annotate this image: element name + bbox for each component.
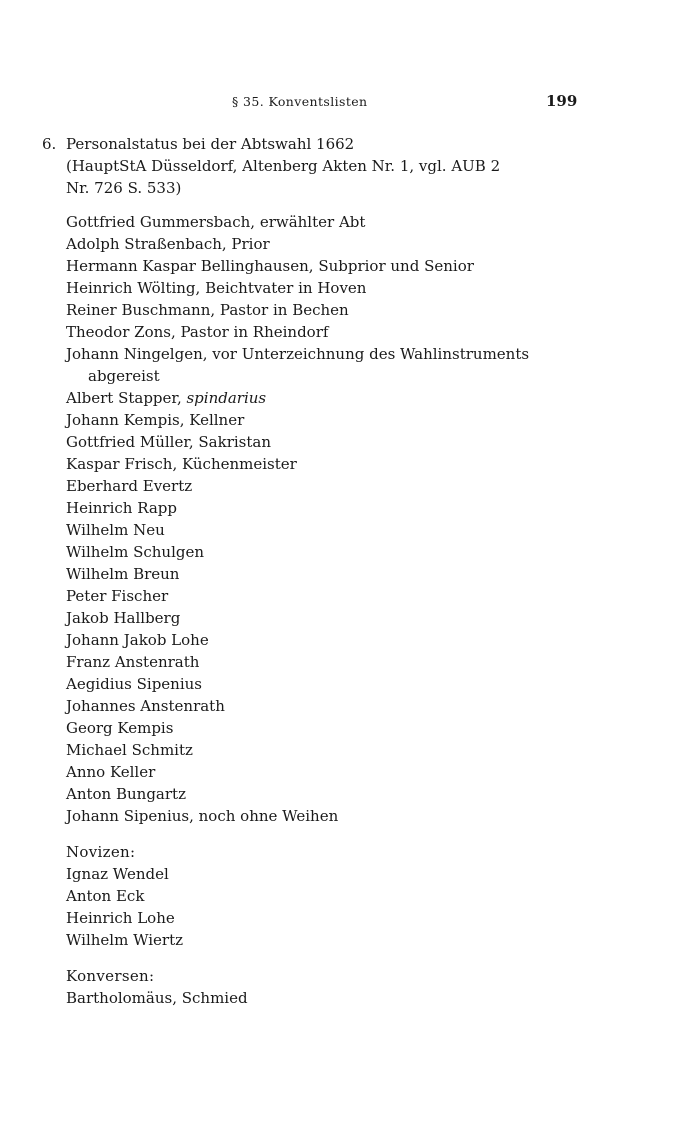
member-name: Reiner Buschmann — [66, 301, 211, 319]
member-entry — [66, 695, 602, 717]
member-note: , erwählter Abt — [250, 213, 366, 231]
member-entry — [66, 233, 602, 255]
section-6 — [42, 133, 602, 1009]
member-name: Johann Jakob Lohe — [66, 631, 209, 649]
member-entry — [66, 607, 602, 629]
novice-entry: Ignaz Wendel — [66, 865, 169, 883]
member-note: , Pastor in Rheindorf — [170, 323, 329, 341]
member-entry — [66, 541, 602, 563]
member-name: Wilhelm Neu — [66, 521, 165, 539]
member-entry — [66, 519, 602, 541]
member-name: Johann Ningelgen — [66, 345, 203, 363]
member-note: , Subprior und Senior — [308, 257, 474, 275]
novice-entry: Heinrich Lohe — [66, 909, 175, 927]
member-name: Heinrich Rapp — [66, 499, 177, 517]
member-name: Hermann Kaspar Bellinghausen — [66, 257, 309, 275]
member-entry — [66, 387, 602, 409]
section-heading — [42, 133, 602, 155]
source-note — [66, 155, 602, 199]
member-name: Georg Kempis — [66, 719, 174, 737]
section-title: Personalstatus bei der Abtswahl 1662 — [66, 135, 355, 153]
member-note: , Prior — [221, 235, 270, 253]
novice-entry: Wilhelm Wiertz — [66, 931, 184, 949]
member-note: , Küchenmeister — [172, 455, 297, 473]
member-name: Gottfried Gummersbach — [66, 213, 251, 231]
member-name: Wilhelm Schulgen — [66, 543, 205, 561]
section-number: 6. — [42, 135, 57, 153]
member-entry — [66, 673, 602, 695]
member-name: Albert Stapper — [66, 389, 177, 407]
member-name: Wilhelm Breun — [66, 565, 180, 583]
converses-label: Konversen: — [66, 967, 155, 985]
member-entry — [66, 805, 602, 827]
converse-entry: Bartholomäus, Schmied — [66, 989, 248, 1007]
member-entry — [66, 475, 602, 497]
member-entry — [66, 761, 602, 783]
converses-list — [66, 987, 602, 1009]
novices-block — [66, 841, 602, 951]
member-entry — [66, 783, 602, 805]
member-note: , vor Unterzeichnung des Wahlinstruments abgereist — [88, 345, 530, 385]
running-title: § 35. Konventslisten — [232, 94, 368, 109]
member-name: Theodor Zons — [66, 323, 171, 341]
member-note-italic: spindarius — [186, 389, 267, 407]
member-note: , noch ohne Weihen — [189, 807, 339, 825]
member-name: Johann Sipenius — [66, 807, 190, 825]
member-entry — [66, 739, 602, 761]
member-name: Gottfried Müller — [66, 433, 189, 451]
member-entry — [66, 321, 602, 343]
member-entry — [66, 563, 602, 585]
member-entry — [66, 717, 602, 739]
member-entry — [66, 409, 602, 431]
member-name: Johann Kempis — [66, 411, 180, 429]
member-name: Franz Anstenrath — [66, 653, 200, 671]
member-entry — [66, 277, 602, 299]
source-line: Nr. 726 S. 533) — [66, 179, 182, 197]
member-entry — [66, 211, 602, 233]
member-entry — [66, 343, 602, 387]
member-note: , Kellner — [179, 411, 245, 429]
member-name: Peter Fischer — [66, 587, 169, 605]
source-line: (HauptStA Düsseldorf, Altenberg Akten Nr. 1, vgl. AUB 2 — [66, 157, 501, 175]
member-note: , Beichtvater in Hoven — [195, 279, 367, 297]
novices-label: Novizen: — [66, 843, 136, 861]
member-name: Eberhard Evertz — [66, 477, 193, 495]
member-entry — [66, 497, 602, 519]
member-entry — [66, 585, 602, 607]
converses-block — [66, 965, 602, 1009]
member-name: Adolph Straßenbach — [66, 235, 222, 253]
member-entry — [66, 629, 602, 651]
member-entry — [66, 651, 602, 673]
member-list — [66, 211, 602, 827]
member-note: , — [176, 389, 187, 407]
novice-entry: Anton Eck — [66, 887, 145, 905]
page-number: 199 — [546, 92, 578, 110]
member-name: Aegidius Sipenius — [66, 675, 203, 693]
member-note: , Sakristan — [188, 433, 272, 451]
member-note: , Pastor in Bechen — [210, 301, 349, 319]
member-name: Jakob Hallberg — [66, 609, 181, 627]
member-name: Kaspar Frisch — [66, 455, 173, 473]
member-entry — [66, 431, 602, 453]
member-name: Johannes Anstenrath — [66, 697, 225, 715]
novices-list — [66, 863, 602, 951]
member-name: Heinrich Wölting — [66, 279, 196, 297]
member-name: Michael Schmitz — [66, 741, 193, 759]
member-entry — [66, 453, 602, 475]
member-name: Anno Keller — [66, 763, 156, 781]
member-entry — [66, 255, 602, 277]
running-head — [0, 92, 700, 112]
member-name: Anton Bungartz — [66, 785, 186, 803]
member-entry — [66, 299, 602, 321]
